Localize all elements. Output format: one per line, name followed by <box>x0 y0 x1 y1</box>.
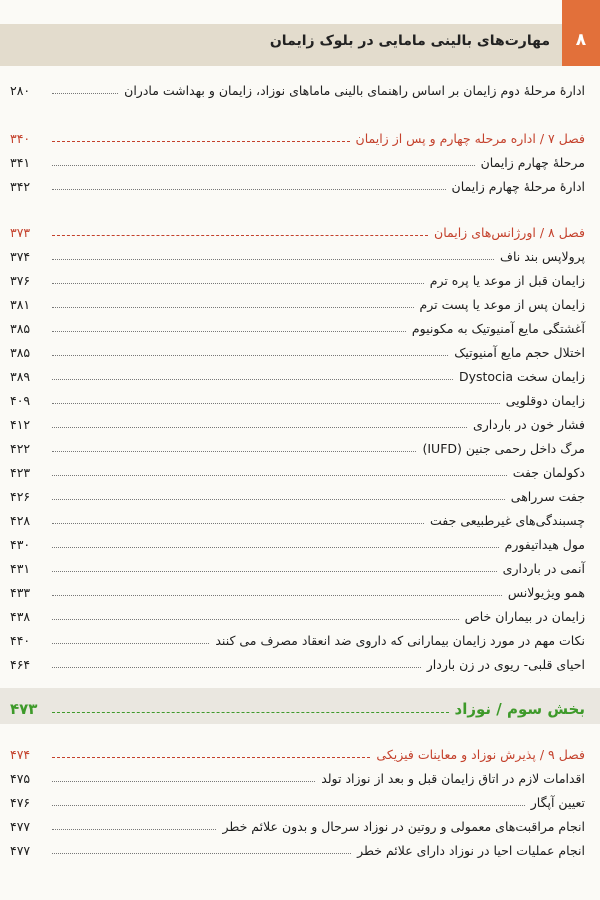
dot-leader <box>52 307 414 308</box>
toc-entry <box>10 602 585 626</box>
dot-leader <box>52 667 421 668</box>
toc-entry <box>10 76 585 100</box>
toc-entry <box>10 482 585 506</box>
toc-entry-page: ۴۲۸ <box>10 513 31 528</box>
part-heading <box>10 690 585 720</box>
dot-leader <box>52 781 315 782</box>
chapter-heading <box>10 218 585 242</box>
dot-leader <box>52 189 446 190</box>
toc-entry-page: ۳۴۰ <box>10 131 31 146</box>
toc-entry <box>10 434 585 458</box>
toc-entry <box>10 836 585 860</box>
dot-leader <box>52 571 497 572</box>
toc-entry-title: مرگ داخل رحمی جنین (IUFD) <box>422 441 585 456</box>
toc-entry-page: ۴۳۳ <box>10 585 31 600</box>
toc-entry-title: انجام عملیات احیا در نوزاد دارای علائم خطر <box>357 843 585 858</box>
dot-leader <box>52 427 467 428</box>
toc-entry-title: احیای قلبی- ریوی در زن باردار <box>426 657 585 672</box>
toc-entry-page: ۴۷۷ <box>10 843 31 858</box>
dot-leader <box>52 499 505 500</box>
toc-entry-title: آغشتگی مایع آمنیوتیک به مکونیوم <box>411 321 585 336</box>
toc-entry-title: فشار خون در بارداری <box>472 417 585 432</box>
toc-entry-title: زایمان پس از موعد یا پست ترم <box>419 297 585 312</box>
toc-entry <box>10 148 585 172</box>
toc-entry-page: ۴۲۶ <box>10 489 31 504</box>
toc-entry-page: ۳۸۱ <box>10 297 31 312</box>
toc-entry <box>10 764 585 788</box>
toc-entry-page: ۴۲۳ <box>10 465 31 480</box>
toc-entry-title: آنمی در بارداری <box>502 561 585 576</box>
toc-entry-page: ۴۰۹ <box>10 393 31 408</box>
toc-entry-title: پرولاپس بند ناف <box>500 249 585 264</box>
toc-entry-page: ۳۴۱ <box>10 155 31 170</box>
dot-leader <box>52 619 459 620</box>
dot-leader <box>52 643 209 644</box>
dot-leader <box>52 93 118 94</box>
toc-entry-title: مول هیداتیفورم <box>504 537 585 552</box>
toc-entry-title: نکات مهم در مورد زایمان بیمارانی که داروی ضد انعقاد مصرف می کنند <box>215 633 585 648</box>
toc-entry <box>10 578 585 602</box>
toc-entry-title: فصل ۸ / اورژانس‌های زایمان <box>434 225 585 240</box>
toc-entry <box>10 788 585 812</box>
toc-entry <box>10 362 585 386</box>
dot-leader <box>52 283 424 284</box>
toc-entry <box>10 530 585 554</box>
dot-leader <box>52 523 424 524</box>
dot-leader <box>52 403 500 404</box>
toc-entry <box>10 458 585 482</box>
toc-entry-title: همو ویژیولانس <box>507 585 585 600</box>
toc-entry-page: ۳۸۵ <box>10 321 31 336</box>
dot-leader <box>52 475 507 476</box>
toc-entry-page: ۳۷۶ <box>10 273 31 288</box>
toc-entry-title: فصل ۹ / پذیرش نوزاد و معاینات فیزیکی <box>376 747 585 762</box>
toc-entry-title: زایمان دوقلویی <box>505 393 585 408</box>
dot-leader <box>52 259 494 260</box>
dot-leader <box>52 805 525 806</box>
dot-leader <box>52 595 502 596</box>
toc-entry-page: ۳۷۳ <box>10 225 31 240</box>
toc-entry <box>10 386 585 410</box>
dot-leader <box>52 379 453 380</box>
toc-entry-title: جفت سرراهی <box>510 489 585 504</box>
dot-leader <box>52 355 448 356</box>
toc-entry-title: زایمان در بیماران خاص <box>464 609 585 624</box>
running-title: مهارت‌های بالینی مامایی در بلوک زایمان <box>269 33 550 49</box>
toc-entry-page: ۴۶۴ <box>10 657 31 672</box>
dot-leader <box>52 712 449 713</box>
toc-entry-title: دکولمان جفت <box>512 465 585 480</box>
toc-entry-title: مرحلهٔ چهارم زایمان <box>480 155 585 170</box>
toc-entry <box>10 338 585 362</box>
toc-entry-page: ۴۱۲ <box>10 417 31 432</box>
toc-entry-title: تعیین آپگار <box>530 795 585 810</box>
toc-entry-page: ۴۷۵ <box>10 771 31 786</box>
toc-entry-page: ۴۲۲ <box>10 441 31 456</box>
toc-entry-title: چسبندگی‌های غیرطبیعی جفت <box>430 513 585 528</box>
toc-entry-page: ۴۷۷ <box>10 819 31 834</box>
toc-entry-page: ۳۸۹ <box>10 369 31 384</box>
chapter-heading <box>10 124 585 148</box>
dot-leader <box>52 331 406 332</box>
toc-entry <box>10 626 585 650</box>
toc-entry-title: ادارهٔ مرحلهٔ چهارم زایمان <box>451 179 585 194</box>
toc-entry <box>10 314 585 338</box>
toc-entry <box>10 290 585 314</box>
toc-entry <box>10 266 585 290</box>
toc-entry-page: ۴۷۳ <box>10 700 38 718</box>
dot-leader <box>52 829 216 830</box>
toc-entry <box>10 554 585 578</box>
dot-leader <box>52 141 350 142</box>
toc-entry-page: ۳۷۴ <box>10 249 31 264</box>
page-number: ۸ <box>575 30 587 50</box>
dot-leader <box>52 165 475 166</box>
toc-entry-page: ۴۳۸ <box>10 609 31 624</box>
toc-entry <box>10 242 585 266</box>
toc-entry-title: بخش سوم / نوزاد <box>454 700 585 718</box>
toc-entry <box>10 410 585 434</box>
toc-entry-title: زایمان قبل از موعد یا پره ترم <box>429 273 585 288</box>
toc-entry-page: ۳۸۵ <box>10 345 31 360</box>
dot-leader <box>52 757 370 758</box>
dot-leader <box>52 451 416 452</box>
toc-entry-title: زایمان سخت Dystocia <box>458 369 585 384</box>
toc-entry-page: ۴۳۱ <box>10 561 31 576</box>
dot-leader <box>52 235 428 236</box>
dot-leader <box>52 547 499 548</box>
toc-entry <box>10 650 585 674</box>
page-header <box>0 0 600 66</box>
toc-entry-title: فصل ۷ / اداره مرحله چهارم و پس از زایمان <box>355 131 585 146</box>
toc-entry-title: اقدامات لازم در اتاق زایمان قبل و بعد از نوزاد تولد <box>321 771 585 786</box>
chapter-heading <box>10 740 585 764</box>
toc-entry-page: ۲۸۰ <box>10 83 31 98</box>
toc-entry <box>10 172 585 196</box>
toc-entry-title: انجام مراقبت‌های معمولی و روتین در نوزاد سرحال و بدون علائم خطر <box>222 819 585 834</box>
toc-entry <box>10 812 585 836</box>
dot-leader <box>52 853 351 854</box>
toc-entry-page: ۴۴۰ <box>10 633 31 648</box>
toc-entry-title: اختلال حجم مایع آمنیوتیک <box>454 345 585 360</box>
toc-entry-page: ۴۳۰ <box>10 537 31 552</box>
toc-entry-title: ادارهٔ مرحلهٔ دوم زایمان بر اساس راهنمای بالینی ماماهای نوزاد، زایمان و بهداشت مادران <box>124 83 585 98</box>
toc-entry-page: ۴۷۶ <box>10 795 31 810</box>
toc-entry <box>10 506 585 530</box>
toc-entry-page: ۴۷۴ <box>10 747 31 762</box>
toc-entry-page: ۳۴۲ <box>10 179 31 194</box>
